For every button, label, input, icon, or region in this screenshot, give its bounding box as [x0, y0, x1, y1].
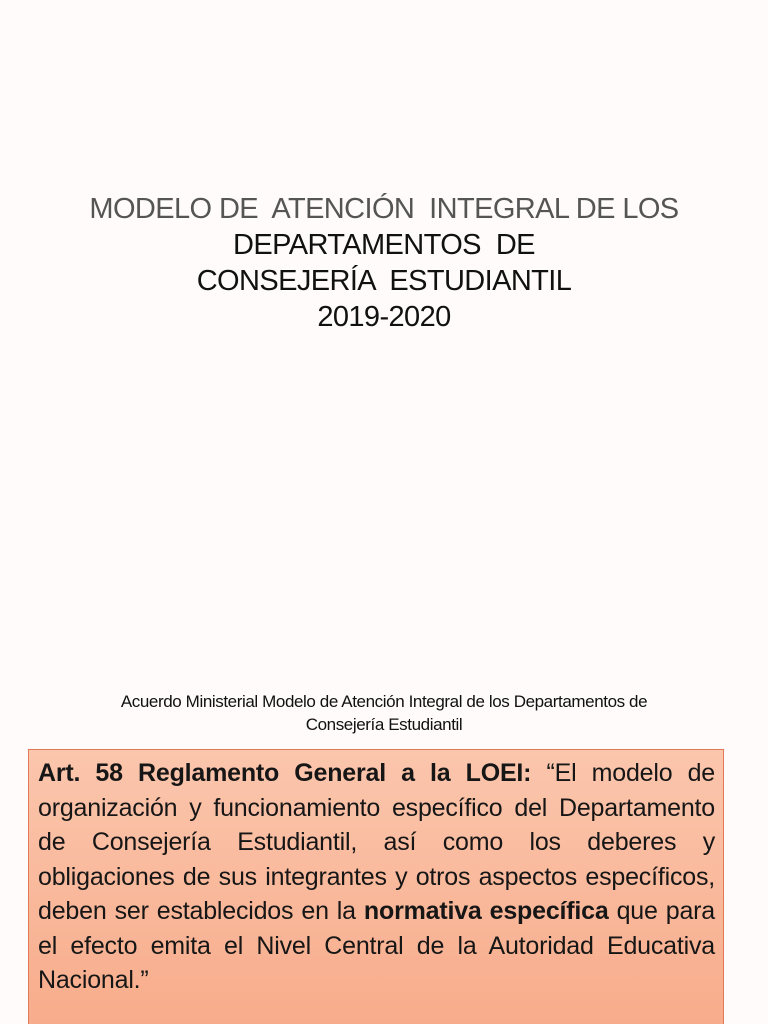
quote-paragraph: [38, 756, 715, 998]
caption: [30, 690, 738, 736]
title-line: CONSEJERÍA ESTUDIANTIL: [196, 265, 572, 297]
quote-text-part: que para el efecto emita el Nivel Central de la Autoridad Educativa Nacional.”: [38, 897, 715, 994]
quote-lead: Art. 58 Reglamento General a la LOEI:: [38, 759, 532, 787]
title-line: DEPARTAMENTOS DE: [233, 229, 535, 261]
caption-line: Acuerdo Ministerial Modelo de Atención Integral de los Departamentos de: [120, 692, 648, 711]
quote-emphasis: normativa específica: [363, 897, 609, 925]
caption-line: Consejería Estudiantil: [305, 715, 463, 734]
quote-text-part: “El modelo de organización y funcionamiento específico del Departamento de Consejería Estudiantil, así como los deberes y obligaciones de sus integrantes y otros aspectos específicos, deben ser establecidos en la: [38, 759, 715, 925]
quote-box: [28, 749, 724, 1024]
document-title: [0, 191, 768, 335]
title-year: 2019-2020: [317, 301, 451, 333]
title-line: MODELO DE ATENCIÓN INTEGRAL DE LOS: [89, 193, 679, 225]
